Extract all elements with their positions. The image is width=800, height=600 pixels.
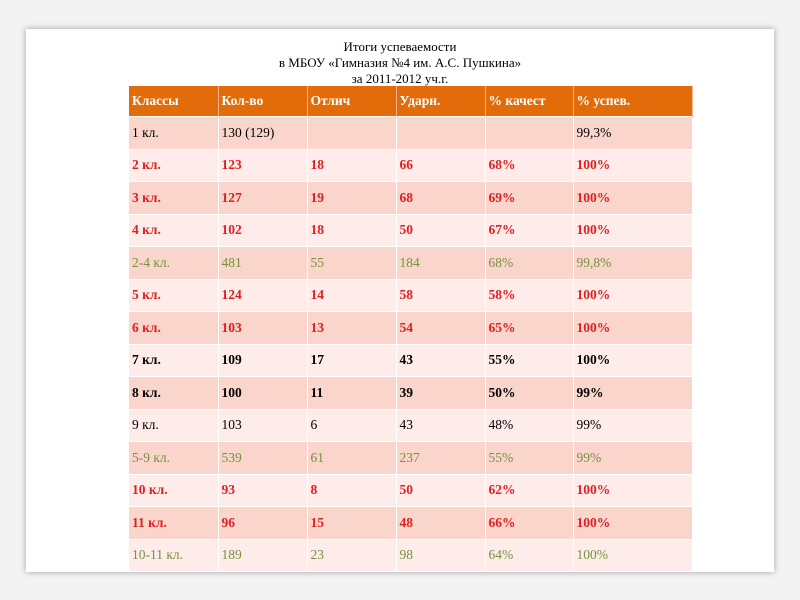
cell-good: 50: [396, 474, 485, 507]
cell-class: 11 кл.: [129, 507, 218, 540]
cell-class: 9 кл.: [129, 409, 218, 442]
cell-good: 68: [396, 182, 485, 215]
cell-excellent: 23: [307, 539, 396, 571]
header-count: Кол-во: [218, 86, 307, 117]
header-quality-percent: % качест: [485, 86, 573, 117]
cell-quality: 55%: [485, 344, 573, 377]
cell-quality: [485, 117, 573, 150]
cell-quality: 65%: [485, 312, 573, 345]
cell-class: 4 кл.: [129, 214, 218, 247]
cell-success: 100%: [573, 474, 692, 507]
header-success-percent: % успев.: [573, 86, 692, 117]
cell-good: 58: [396, 279, 485, 312]
cell-good: 43: [396, 344, 485, 377]
cell-quality: 66%: [485, 507, 573, 540]
cell-good: 48: [396, 507, 485, 540]
table-row: [129, 279, 692, 312]
cell-excellent: 61: [307, 442, 396, 475]
table-row: [129, 377, 692, 410]
cell-count: 123: [218, 149, 307, 182]
cell-excellent: 19: [307, 182, 396, 215]
cell-success: 99%: [573, 442, 692, 475]
cell-class: 7 кл.: [129, 344, 218, 377]
cell-quality: 68%: [485, 247, 573, 280]
cell-count: 481: [218, 247, 307, 280]
cell-class: 8 кл.: [129, 377, 218, 410]
cell-success: 100%: [573, 507, 692, 540]
table-header-row: [129, 86, 692, 117]
cell-count: 103: [218, 312, 307, 345]
cell-quality: 50%: [485, 377, 573, 410]
cell-count: 102: [218, 214, 307, 247]
cell-excellent: 14: [307, 279, 396, 312]
cell-count: 124: [218, 279, 307, 312]
cell-count: 130 (129): [218, 117, 307, 150]
table-row: [129, 117, 692, 150]
table-row: [129, 214, 692, 247]
cell-count: 96: [218, 507, 307, 540]
cell-class: 1 кл.: [129, 117, 218, 150]
cell-quality: 62%: [485, 474, 573, 507]
cell-quality: 48%: [485, 409, 573, 442]
table-row: [129, 344, 692, 377]
cell-excellent: 18: [307, 149, 396, 182]
table-row: [129, 539, 692, 571]
cell-good: 50: [396, 214, 485, 247]
table-row: [129, 247, 692, 280]
cell-good: [396, 117, 485, 150]
table-row: [129, 409, 692, 442]
cell-quality: 68%: [485, 149, 573, 182]
slide: [26, 29, 774, 572]
cell-quality: 58%: [485, 279, 573, 312]
cell-good: 54: [396, 312, 485, 345]
table-row: [129, 149, 692, 182]
cell-success: 100%: [573, 312, 692, 345]
page-title: [26, 39, 774, 87]
cell-quality: 67%: [485, 214, 573, 247]
table-row: [129, 312, 692, 345]
cell-excellent: 8: [307, 474, 396, 507]
cell-class: 5 кл.: [129, 279, 218, 312]
cell-excellent: 15: [307, 507, 396, 540]
cell-excellent: 18: [307, 214, 396, 247]
cell-excellent: 6: [307, 409, 396, 442]
cell-class: 10 кл.: [129, 474, 218, 507]
header-classes: Классы: [129, 86, 218, 117]
title-line-2: в МБОУ «Гимназия №4 им. А.С. Пушкина»: [278, 55, 522, 70]
cell-excellent: 11: [307, 377, 396, 410]
cell-good: 98: [396, 539, 485, 571]
cell-class: 3 кл.: [129, 182, 218, 215]
header-good: Ударн.: [396, 86, 485, 117]
cell-count: 103: [218, 409, 307, 442]
cell-good: 66: [396, 149, 485, 182]
table-row: [129, 474, 692, 507]
cell-success: 99%: [573, 377, 692, 410]
cell-quality: 55%: [485, 442, 573, 475]
cell-excellent: 55: [307, 247, 396, 280]
cell-good: 237: [396, 442, 485, 475]
cell-count: 127: [218, 182, 307, 215]
cell-good: 184: [396, 247, 485, 280]
cell-count: 100: [218, 377, 307, 410]
cell-count: 93: [218, 474, 307, 507]
cell-success: 100%: [573, 539, 692, 571]
cell-count: 189: [218, 539, 307, 571]
results-table: [129, 86, 693, 571]
title-line-1: Итоги успеваемости: [343, 39, 457, 54]
cell-success: 100%: [573, 214, 692, 247]
cell-success: 100%: [573, 182, 692, 215]
cell-class: 5-9 кл.: [129, 442, 218, 475]
cell-quality: 69%: [485, 182, 573, 215]
cell-class: 2 кл.: [129, 149, 218, 182]
cell-success: 100%: [573, 344, 692, 377]
cell-excellent: [307, 117, 396, 150]
cell-success: 99,8%: [573, 247, 692, 280]
cell-class: 2-4 кл.: [129, 247, 218, 280]
cell-count: 539: [218, 442, 307, 475]
cell-success: 100%: [573, 279, 692, 312]
cell-success: 99,3%: [573, 117, 692, 150]
cell-success: 99%: [573, 409, 692, 442]
header-excellent: Отлич: [307, 86, 396, 117]
cell-count: 109: [218, 344, 307, 377]
cell-success: 100%: [573, 149, 692, 182]
table-row: [129, 442, 692, 475]
table-body: [129, 117, 692, 572]
cell-quality: 64%: [485, 539, 573, 571]
cell-good: 43: [396, 409, 485, 442]
cell-excellent: 13: [307, 312, 396, 345]
table-row: [129, 182, 692, 215]
title-line-3: за 2011-2012 уч.г.: [351, 71, 449, 86]
cell-excellent: 17: [307, 344, 396, 377]
cell-good: 39: [396, 377, 485, 410]
table-row: [129, 507, 692, 540]
cell-class: 6 кл.: [129, 312, 218, 345]
cell-class: 10-11 кл.: [129, 539, 218, 571]
